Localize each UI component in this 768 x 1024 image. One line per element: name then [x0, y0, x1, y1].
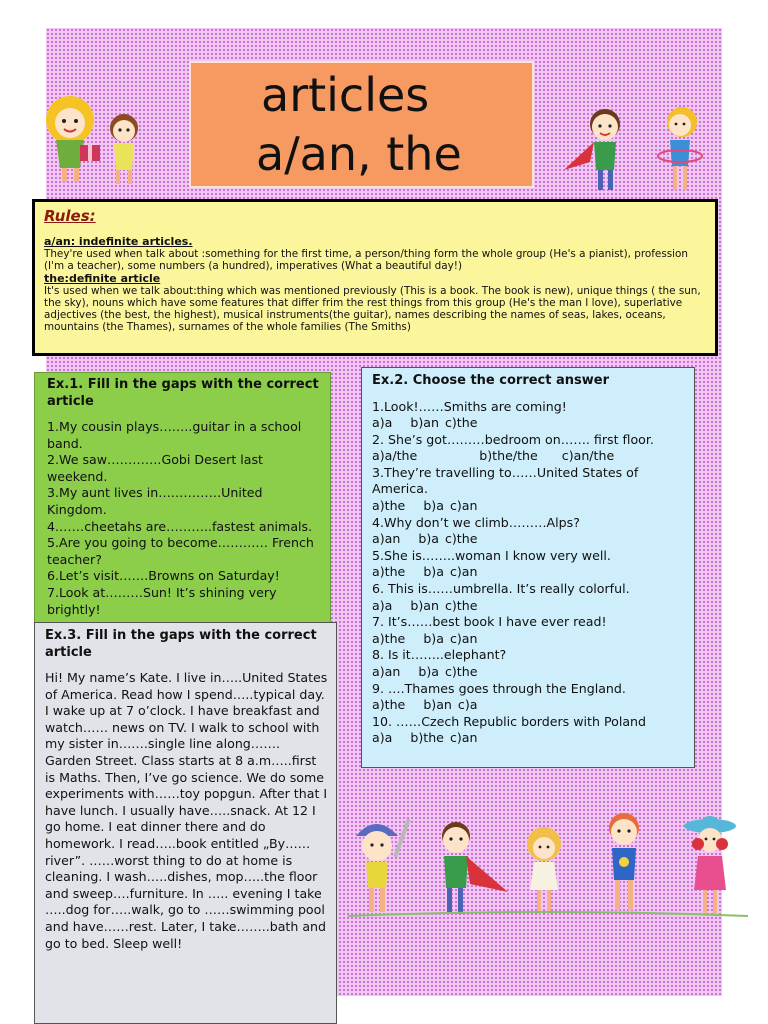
answer-option: b)a	[423, 498, 444, 514]
exercise-1-item: 3.My aunt lives in……………United Kingdom.	[47, 485, 263, 517]
title-line-1: articles	[261, 68, 430, 122]
exercise-2-options	[372, 598, 686, 615]
exercise-2-question: 4.Why don’t we climb………Alps?	[372, 514, 580, 530]
answer-option: a)an	[372, 664, 401, 679]
answer-option: b)a	[423, 564, 444, 580]
exercise-2-title: Ex.2. Choose the correct answer	[372, 373, 609, 388]
exercise-2-options	[372, 564, 686, 581]
exercise-3-text: Hi! My name’s Kate. I live in…..United States of America. Read how I spend…..typical day. I wake up at 7 o’clock. I have breakfast and watch…… news on TV. I walk to school with my sister in…….single line along……. Garden Street. Class starts at 8 a.m…..first is Maths. Then, I’ve go science. We do some experiments with……toy popgun. After that I have lunch. I usually have…..snack. At 12 I go home. I eat dinner there and do homework. I read…..book entitled „By……river”. ……worst thing to do at home is cleaning. I wash…..dishes, mop…..the floor and sweep….furniture. In ….. evening I take …..dog for…..walk, go to ……swimming pool and have……rest. Later, I take……..bath and go to bed. Sleep well!	[45, 670, 328, 951]
exercise-1-item: 5.Are you going to become………… French teacher?	[47, 535, 314, 567]
exercise-2-question: 8. Is it……..elephant?	[372, 647, 507, 663]
exercise-3-box	[34, 622, 337, 1024]
answer-option: b)a	[418, 664, 439, 679]
exercise-2-question: 5.She is……..woman I know very well.	[372, 547, 611, 563]
exercise-1-item: 4.……cheetahs are………..fastest animals.	[47, 518, 313, 534]
exercise-2-questions	[372, 399, 686, 747]
answer-option: c)the	[444, 664, 478, 679]
kids-playing-illustration	[560, 100, 720, 200]
exercise-1-item: 7.Look at………Sun! It’s shining very brightly!	[47, 584, 277, 617]
exercise-2-question: 2. She’s got………bedroom on……. first floor.	[372, 431, 654, 447]
exercise-1-item: 1.My cousin plays……..guitar in a school band.	[47, 419, 302, 451]
answer-option: b)the/the	[479, 448, 538, 464]
answer-option: a)the	[372, 630, 406, 646]
exercise-2-options	[372, 498, 686, 515]
exercise-2-options	[372, 448, 686, 465]
title-box	[189, 61, 534, 188]
exercise-2-options	[372, 531, 686, 548]
exercise-2-question: 6. This is……umbrella. It’s really colorful.	[372, 581, 630, 597]
exercise-2-question: 3.They’re travelling to……United States of America.	[372, 464, 639, 497]
answer-option: b)the	[410, 730, 444, 746]
exercise-1-box	[34, 372, 331, 624]
exercise-2-options	[372, 730, 686, 747]
answer-option: b)an	[410, 415, 439, 431]
exercise-2-options	[372, 631, 686, 648]
answer-option: a)an	[372, 531, 401, 547]
answer-option: c)the	[444, 415, 478, 431]
kids-group-illustration	[348, 808, 748, 928]
exercise-2-options	[372, 697, 686, 714]
exercise-2-box	[361, 367, 695, 768]
exercise-1-title: Ex.1. Fill in the gaps with the correct article	[47, 377, 319, 409]
indefinite-article-heading: a/an: indefinite articles.	[44, 235, 193, 248]
indefinite-article-text: They're used when talk about :something for the first time, a person/thing form the whole group (He's a pianist), profession (I'm a teacher), some numbers (a hundred), imperatives (What a beautiful day!)	[44, 248, 688, 273]
exercise-2-question: 9. ….Thames goes through the England.	[372, 680, 626, 696]
answer-option: a)the	[372, 697, 406, 713]
answer-option: a)a	[372, 597, 393, 613]
exercise-1-item: 2.We saw………….Gobi Desert last weekend.	[47, 452, 263, 484]
exercise-2-question: 7. It’s……best book I have ever read!	[372, 614, 607, 630]
answer-option: a)a	[372, 415, 393, 431]
answer-option: c)an	[449, 730, 478, 746]
definite-article-heading: the:definite article	[44, 271, 161, 285]
exercise-2-options	[372, 415, 686, 432]
answer-option: b)a	[423, 630, 444, 646]
definite-article-text: It's used when we talk about:thing which was mentioned previously (This is a book. The book is new), unique things ( the sun, the sky), nouns which have some features that differ frim the rest things from this group (He's the man I love), superlative adjectives (the best, the highest), musical instruments(the guitar), names describing the names of seas, lakes, oceans, mountains (the Thames), surnames of the whole families (The Smiths)	[44, 284, 701, 334]
exercise-2-options	[372, 664, 686, 681]
rules-heading: Rules:	[44, 207, 96, 225]
exercise-1-item: 6.Let’s visit…….Browns on Saturday!	[47, 568, 280, 584]
title-line-2: a/an, the	[256, 127, 462, 181]
answer-option: a)a	[372, 730, 393, 746]
answer-option: c)an/the	[561, 448, 615, 464]
rules-box	[32, 199, 718, 356]
answer-option: c)the	[444, 531, 478, 547]
answer-option: b)an	[410, 597, 439, 613]
exercise-2-question: 10. ……Czech Republic borders with Poland	[372, 713, 647, 729]
answer-option: b)an	[423, 697, 452, 713]
answer-option: c)the	[444, 597, 478, 613]
answer-option: a)a/the	[372, 448, 418, 464]
exercise-2-question: 1.Look!……Smiths are coming!	[372, 398, 567, 414]
answer-option: b)a	[418, 531, 439, 547]
answer-option: a)the	[372, 498, 406, 514]
answer-option: c)an	[449, 498, 478, 514]
kids-with-gift-illustration	[32, 90, 152, 190]
answer-option: a)the	[372, 564, 406, 580]
answer-option: c)a	[457, 697, 478, 713]
answer-option: c)an	[449, 564, 478, 580]
answer-option: c)an	[449, 630, 478, 646]
exercise-3-title: Ex.3. Fill in the gaps with the correct article	[45, 628, 317, 660]
